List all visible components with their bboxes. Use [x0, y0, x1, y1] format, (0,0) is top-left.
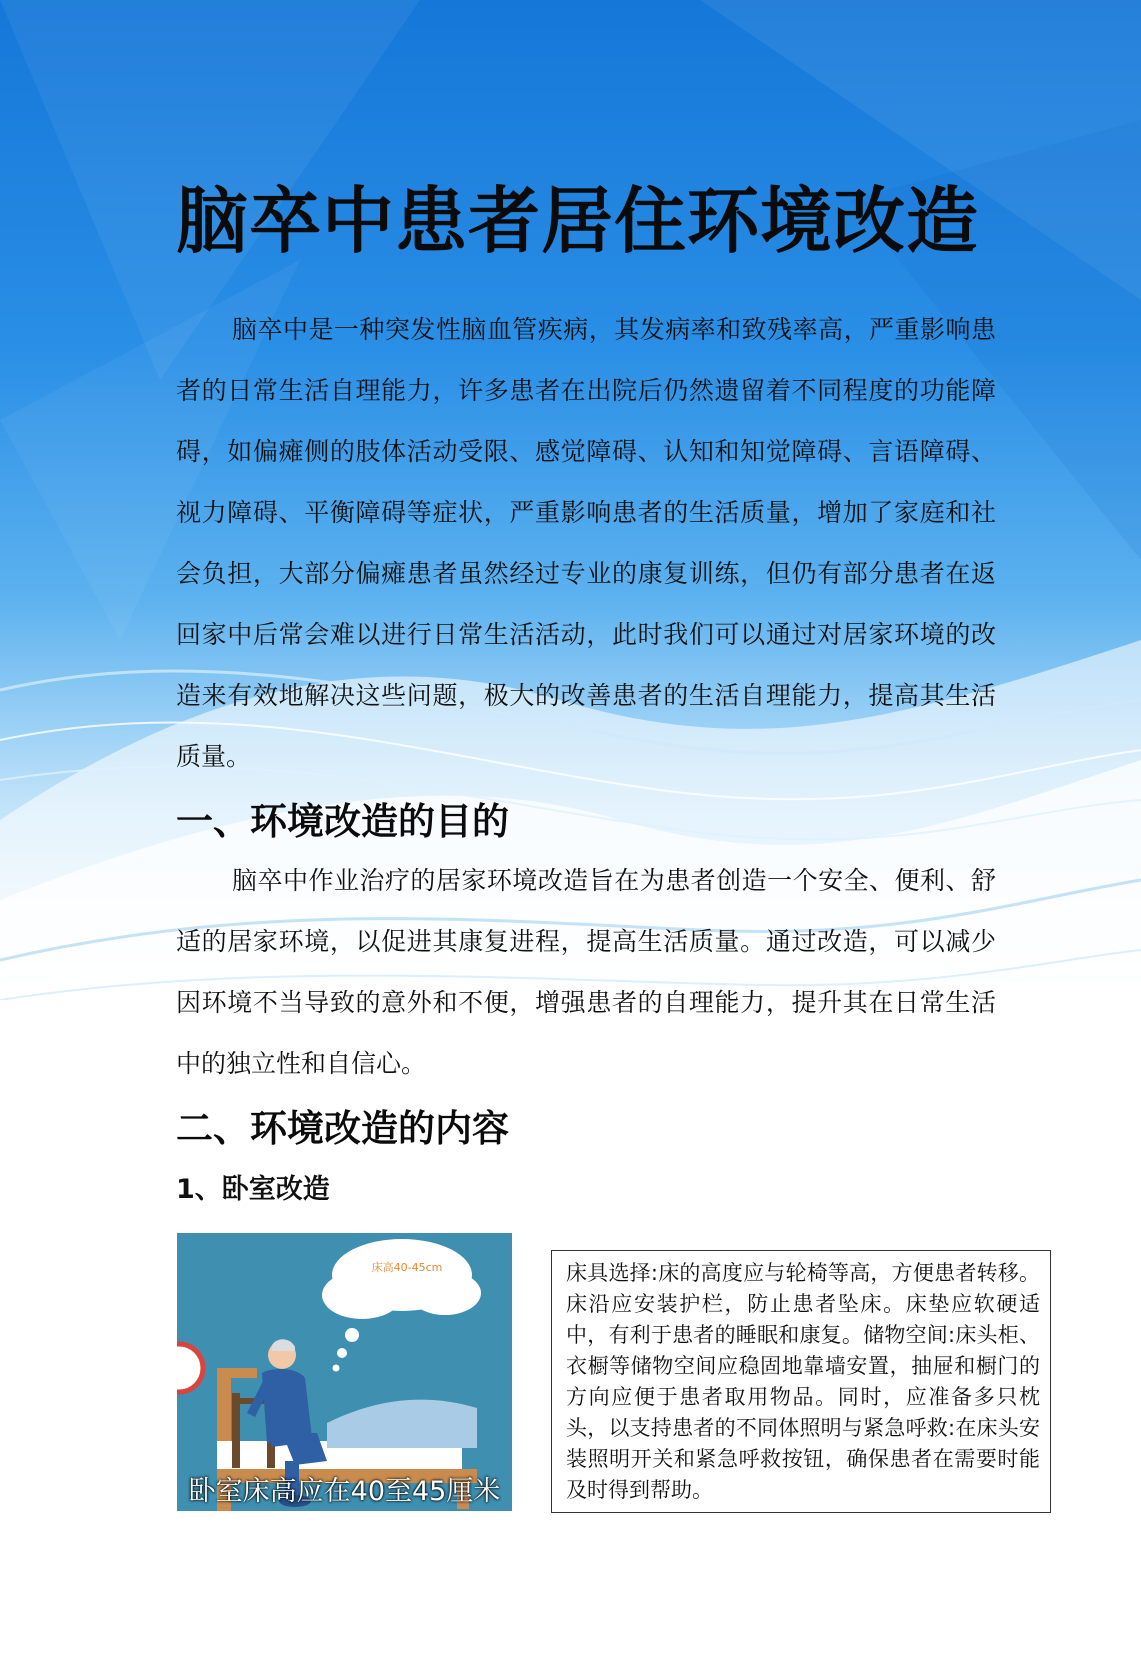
page-title: 脑卒中患者居住环境改造	[176, 179, 980, 263]
bedroom-tips-box	[551, 1250, 1051, 1513]
bedroom-illustration	[177, 1233, 512, 1511]
purpose-paragraph: 脑卒中作业治疗的居家环境改造旨在为患者创造一个安全、便利、舒适的居家环境，以促进其康复进程，提高生活质量。通过改造，可以减少因环境不当导致的意外和不便，增强患者的自理能力，提升其在日常生活中的独立性和自信心。	[176, 866, 996, 1078]
illustration-caption: 卧室床高应在40至45厘米	[188, 1476, 501, 1507]
bubble-text: 床高40-45cm	[371, 1261, 443, 1274]
section-heading-content: 二、环境改造的内容	[176, 1107, 509, 1150]
patient-on-bed-illustration	[177, 1233, 512, 1511]
bedroom-tips-text: 床具选择:床的高度应与轮椅等高，方便患者转移。床沿应安装护栏，防止患者坠床。床垫应软硬适中，有利于患者的睡眠和康复。储物空间:床头柜、衣橱等储物空间应稳固地靠墙安置，抽屉和橱门的方向应便于患者取用物品。同时，应准备多只枕头，以支持患者的不同体照明与紧急呼救:在床头安装照明开关和紧急呼救按钮，确保患者在需要时能及时得到帮助。	[566, 1261, 1040, 1502]
section-heading-purpose: 一、环境改造的目的	[176, 800, 509, 843]
intro-paragraph: 脑卒中是一种突发性脑血管疾病，其发病率和致残率高，严重影响患者的日常生活自理能力，许多患者在出院后仍然遗留着不同程度的功能障碍，如偏瘫侧的肢体活动受限、感觉障碍、认知和知觉障碍、言语障碍、视力障碍、平衡障碍等症状，严重影响患者的生活质量，增加了家庭和社会负担，大部分偏瘫患者虽然经过专业的康复训练，但仍有部分患者在返回家中后常会难以进行日常生活活动，此时我们可以通过对居家环境的改造来有效地解决这些问题，极大的改善患者的生活自理能力，提高其生活质量。	[176, 315, 996, 771]
subsection-heading-bedroom: 1、卧室改造	[176, 1174, 330, 1205]
